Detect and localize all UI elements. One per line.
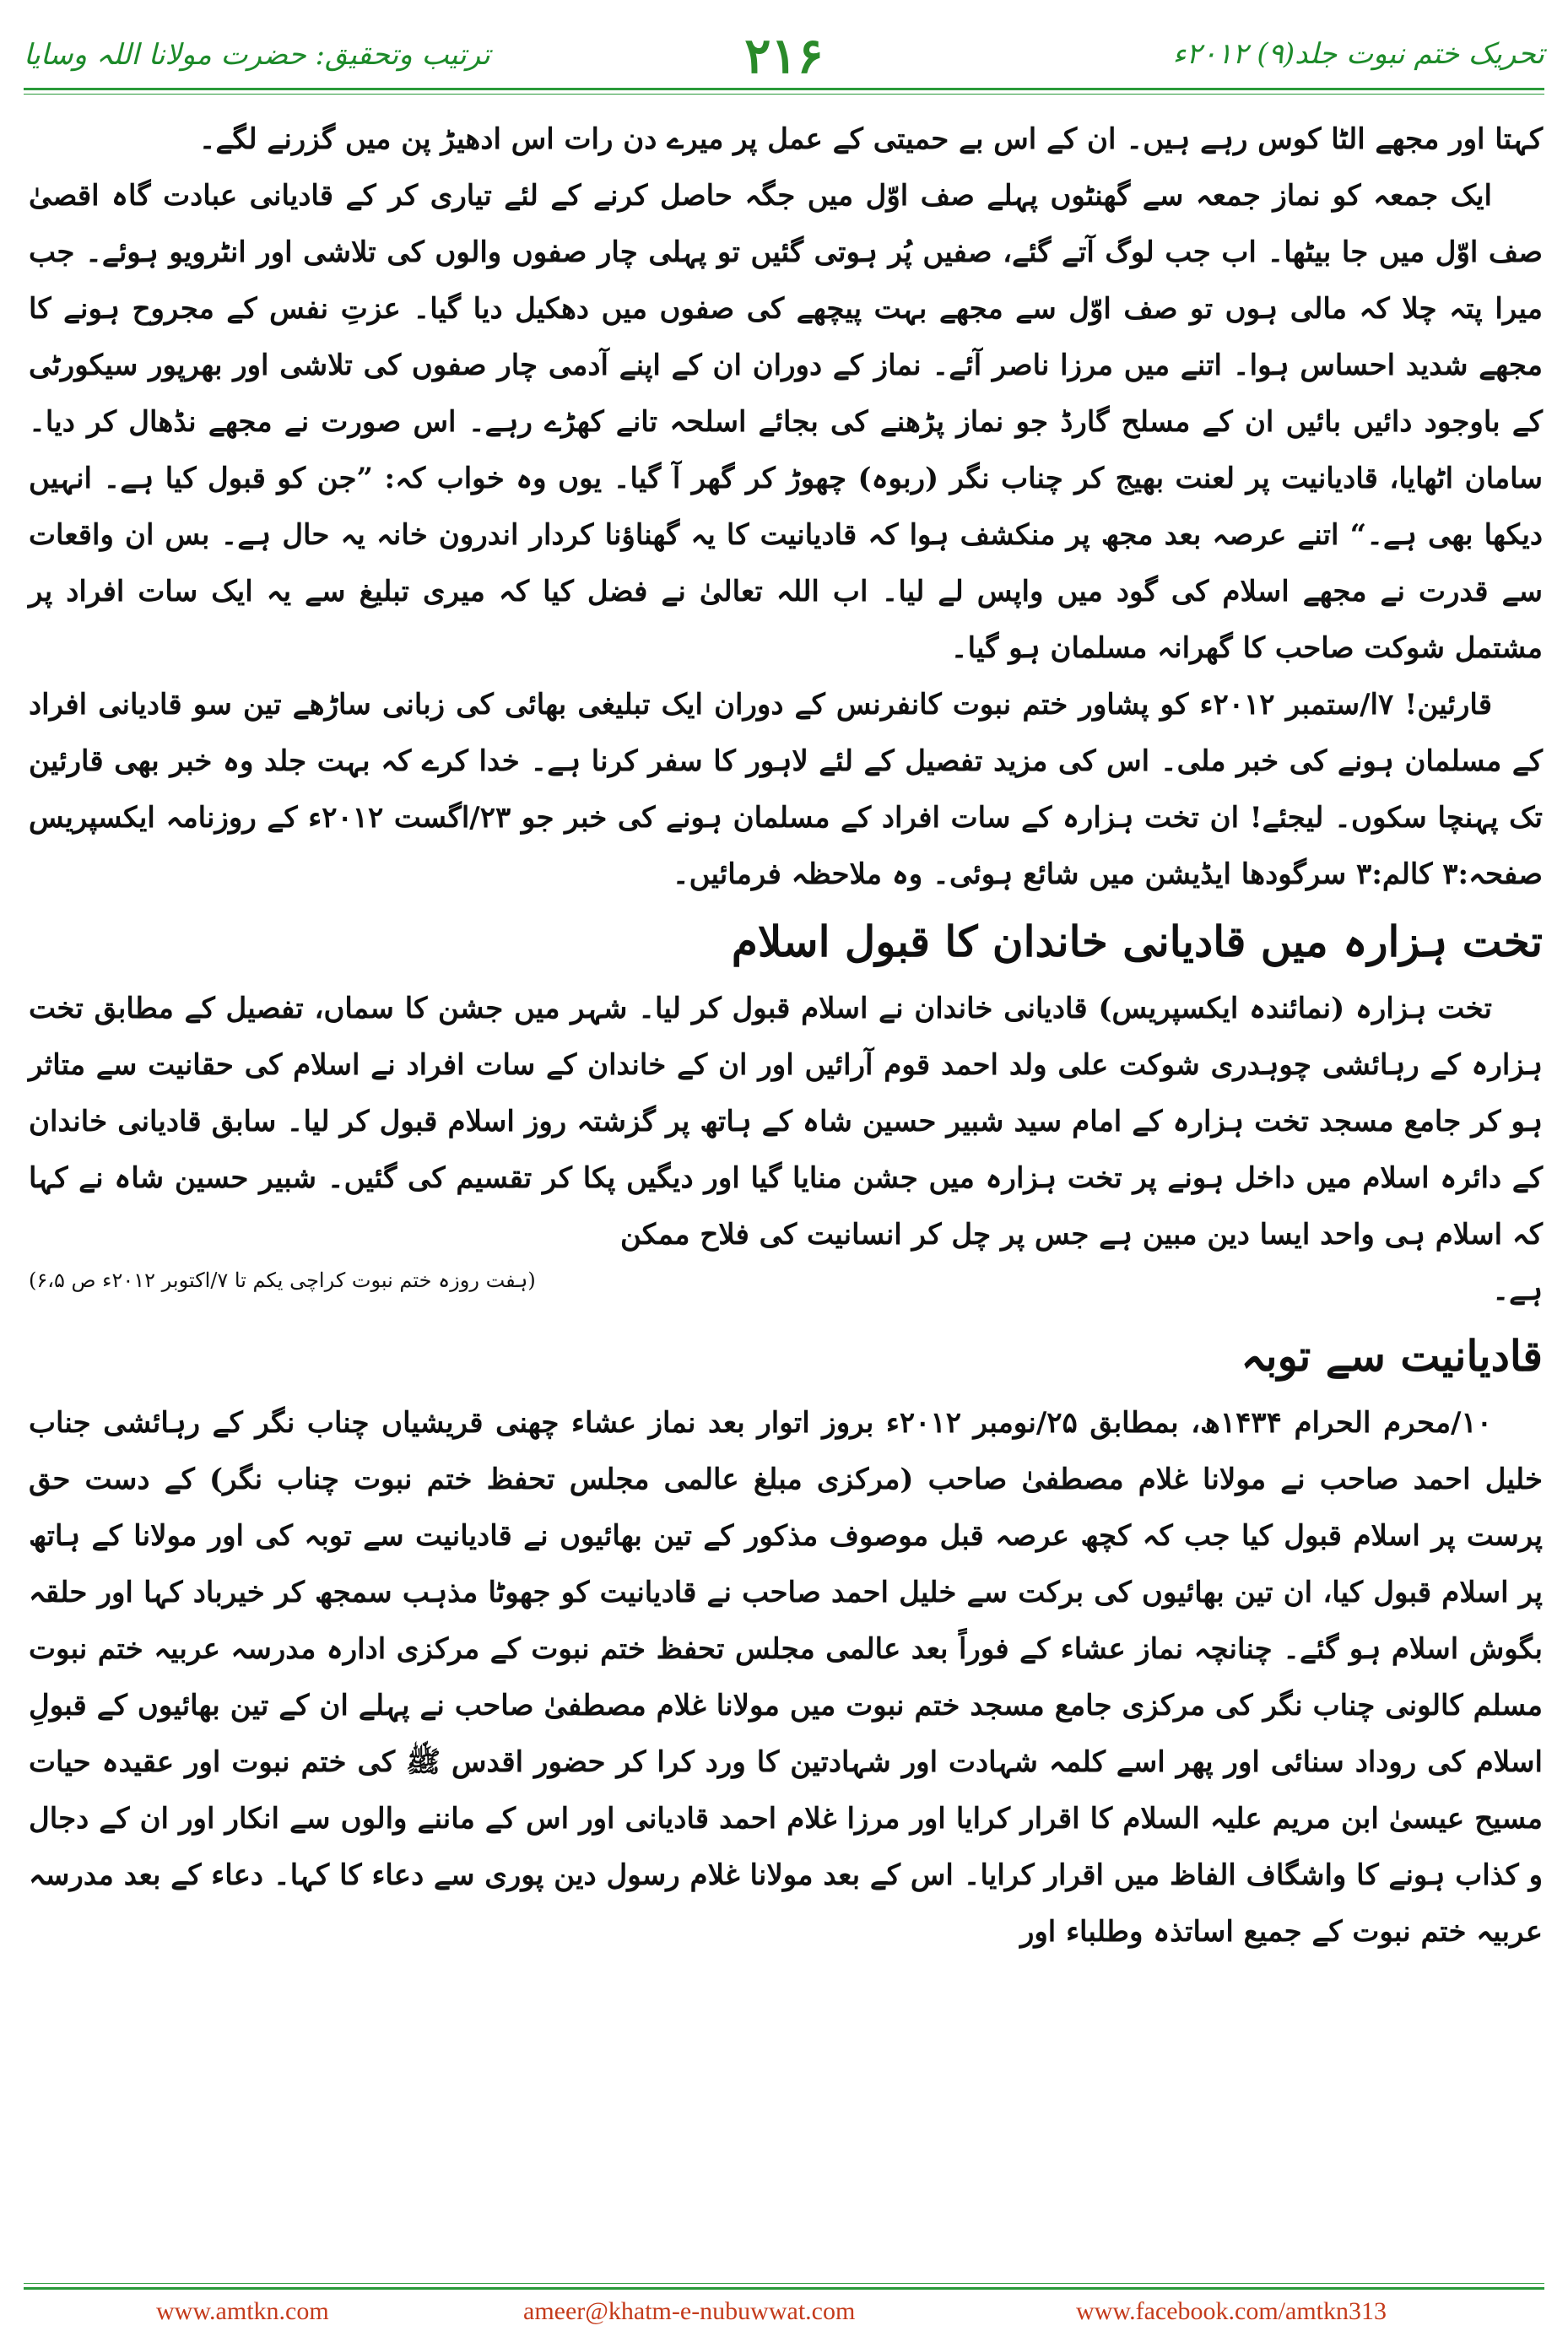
page-header <box>24 27 1544 84</box>
news-end-text: ہے۔ <box>1492 1274 1543 1307</box>
compiler-credit: ترتیب وتحقیق: حضرت مولانا اللہ وسایا <box>24 38 490 72</box>
footer-facebook-link[interactable]: www.facebook.com/amtkn313 <box>1076 2297 1387 2325</box>
paragraph-1: کہتا اور مجھے الٹا کوس رہے ہیں۔ ان کے اس بے حمیتی کے عمل پر میرے دن رات اس ادھیڑ پن میں گزرنے لگے۔ <box>198 122 1543 156</box>
final-paragraph: ۱۰/محرم الحرام ۱۴۳۴ھ، بمطابق ۲۵/نومبر ۲۰۱۲ء بروز اتوار بعد نماز عشاء چھنی قریشیاں چناب نگر کے رہائشی جناب خلیل احمد صاحب نے مولانا غلام مصطفیٰ صاحب (مرکزی مبلغ عالمی مجلس تحفظ ختم نبوت چناب نگر) کے دست حق پرست پر اسلام قبول کیا جب کہ کچھ عرصہ قبل موصوف مذکور کے تین بھائیوں نے قادیانیت سے توبہ کی اور مولانا کے ہاتھ پر اسلام قبول کیا، ان تین بھائیوں کی برکت سے خلیل احمد صاحب نے قادیانیت کو جھوٹا مذہب سمجھ کر خیرباد کہا اور حلقہ بگوش اسلام ہو گئے۔ چنانچہ نماز عشاء کے فوراً بعد عالمی مجلس تحفظ ختم نبوت کے مرکزی ادارہ مدرسہ عربیہ ختم نبوت مسلم کالونی چناب نگر کی مرکزی جامع مسجد ختم نبوت میں مولانا غلام مصطفیٰ صاحب نے پہلے ان کے تین بھائیوں کے قبولِ اسلام کی روداد سنائی اور پھر اسے کلمہ شہادت اور شہادتین کا ورد کرا کر حضور اقدس ﷺ کی ختم نبوت اور عقیدہ حیات مسیح عیسیٰ ابن مریم علیہ السلام کا اقرار کرایا اور مرزا غلام احمد قادیانی اور اس کے ماننے والوں سے انکار اور ان کے دجال و کذاب ہونے کا واشگاف الفاظ میں اقرار کرایا۔ اس کے بعد مولانا غلام رسول دین پوری سے دعاء کا کہا۔ دعاء کے بعد مدرسہ عربیہ ختم نبوت کے جمیع اساتذہ وطلباء اور <box>29 1406 1543 1949</box>
section-heading-2: قادیانیت سے توبہ <box>1241 1331 1543 1381</box>
news-paragraph: تخت ہزارہ (نمائندہ ایکسپریس) قادیانی خاندان نے اسلام قبول کر لیا۔ شہر میں جشن کا سماں، تفصیل کے مطابق تخت ہزارہ کے رہائشی چوہدری شوکت علی ولد احمد قوم آرائیں اور ان کے خاندان کے سات افراد نے اسلام کی حقانیت سے متاثر ہو کر جامع مسجد تخت ہزارہ کے امام سید شبیر حسین شاہ کے ہاتھ پر گزشتہ روز اسلام قبول کر لیا۔ سابق قادیانی خاندان کے دائرہ اسلام میں داخل ہونے پر تخت ہزارہ میں جشن منایا گیا اور دیگیں پکا کر تقسیم کی گئیں۔ شبیر حسین شاہ نے کہا کہ اسلام ہی واحد ایسا دین مبین ہے جس پر چل کر انسانیت کی فلاح ممکن <box>29 992 1543 1252</box>
news-end-line <box>29 1263 1543 1317</box>
footer-divider <box>24 2283 1544 2290</box>
page-number: ۲۱۶ <box>744 27 824 84</box>
citation-reference: (ہفت روزہ ختم نبوت کراچی یکم تا ۷/اکتوبر ۲۰۱۲ء ص ۶،۵) <box>29 1268 536 1292</box>
page-body <box>29 111 1543 1961</box>
footer-website-link[interactable]: www.amtkn.com <box>156 2297 329 2325</box>
book-title: تحریک ختم نبوت جلد(۹) ۲۰۱۲ء <box>1172 37 1544 71</box>
header-divider <box>24 88 1544 95</box>
page-footer <box>0 2297 1568 2331</box>
section-heading-1: تخت ہزارہ میں قادیانی خاندان کا قبول اسلام <box>731 917 1543 966</box>
paragraph-3: قارئین! ۷ا/ستمبر ۲۰۱۲ء کو پشاور ختم نبوت کانفرنس کے دوران ایک تبلیغی بھائی کی زبانی ساڑھے تین سو قادیانی افراد کے مسلمان ہونے کی خبر ملی۔ اس کی مزید تفصیل کے لئے لاہور کا سفر کرنا ہے۔ خدا کرے کہ بہت جلد وہ خبر بھی قارئین تک پہنچا سکوں۔ لیجئے! ان تخت ہزارہ کے سات افراد کے مسلمان ہونے کی خبر جو ۲۳/اگست ۲۰۱۲ء کے روزنامہ ایکسپریس صفحہ:۳ کالم:۳ سرگودھا ایڈیشن میں شائع ہوئی۔ وہ ملاحظہ فرمائیں۔ <box>29 688 1543 891</box>
footer-email-link[interactable]: ameer@khatm-e-nubuwwat.com <box>523 2297 856 2325</box>
paragraph-2: ایک جمعہ کو نماز جمعہ سے گھنٹوں پہلے صف اوّل میں جگہ حاصل کرنے کے لئے تیاری کر کے قادیانی عبادت گاہ اقصیٰ صف اوّل میں جا بیٹھا۔ اب جب لوگ آتے گئے، صفیں پُر ہوتی گئیں تو پہلی چار صفوں والوں کی تلاشی اور انٹرویو ہوئے۔ جب میرا پتہ چلا کہ مالی ہوں تو صف اوّل سے مجھے بہت پیچھے کی صفوں میں دھکیل دیا گیا۔ عزتِ نفس کے مجروح ہونے کا مجھے شدید احساس ہوا۔ اتنے میں مرزا ناصر آئے۔ نماز کے دوران ان کے اپنے آدمی چار صفوں کی تلاشی اور بھرپور سیکورٹی کے باوجود دائیں بائیں ان کے مسلح گارڈ جو نماز پڑھنے کی بجائے اسلحہ تانے کھڑے رہے۔ اس صورت نے مجھے نڈھال کر دیا۔ سامان اٹھایا، قادیانیت پر لعنت بھیج کر چناب نگر (ربوہ) چھوڑ کر گھر آ گیا۔ یوں وہ خواب کہ: ”جن کو قبول کیا ہے۔ انہیں دیکھا بھی ہے۔“ اتنے عرصہ بعد مجھ پر منکشف ہوا کہ قادیانیت کا یہ گھناؤنا کردار اندرون خانہ یہ حال ہے۔ بس ان واقعات سے قدرت نے مجھے اسلام کی گود میں واپس لے لیا۔ اب اللہ تعالیٰ نے فضل کیا کہ میری تبلیغ سے یہ ایک سات افراد پر مشتمل شوکت صاحب کا گھرانہ مسلمان ہو گیا۔ <box>29 179 1543 665</box>
